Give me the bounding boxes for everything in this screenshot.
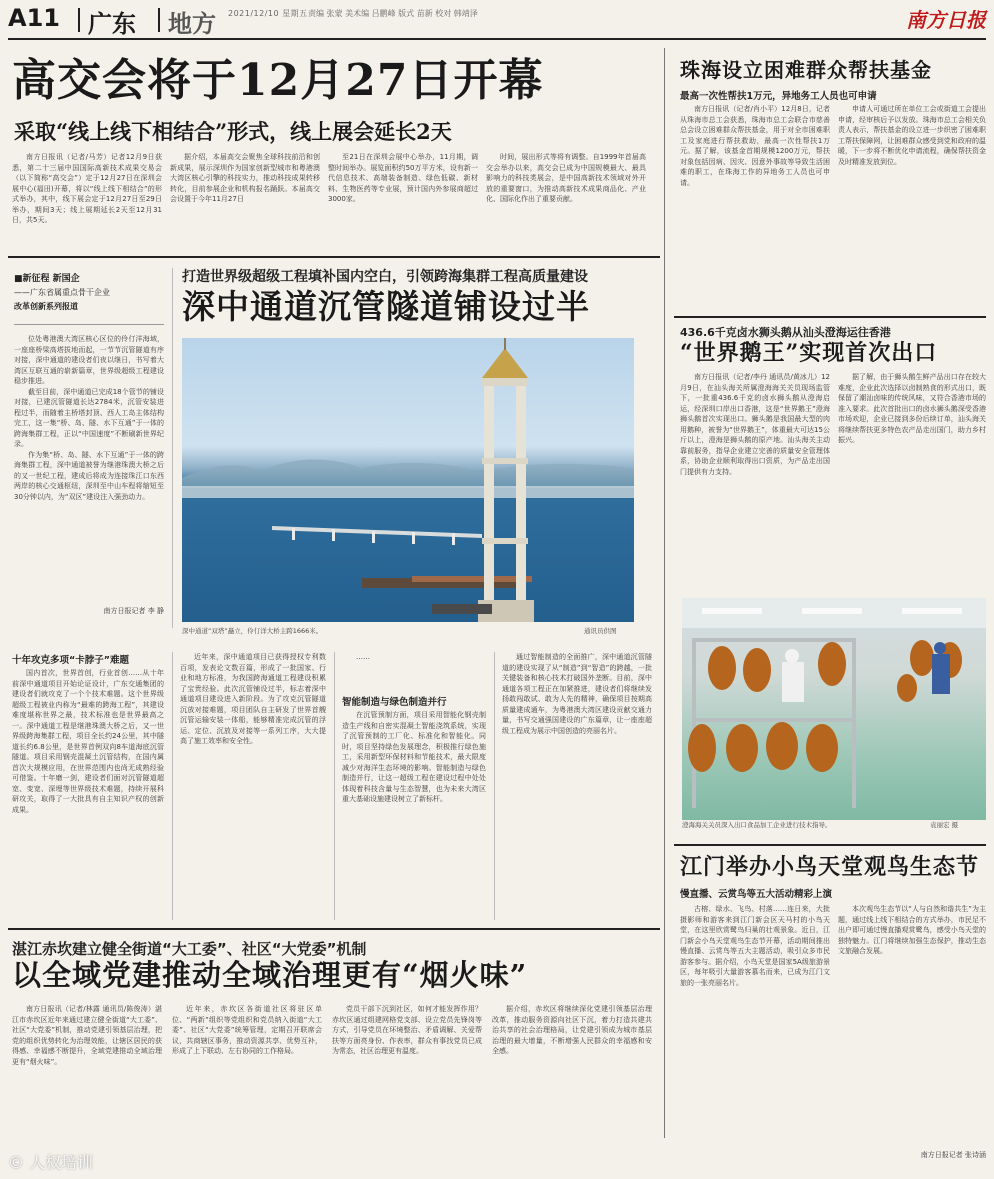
column-divider xyxy=(494,652,495,920)
zhuhai-column-2 xyxy=(838,104,986,312)
series-label: ■新征程 新国企 xyxy=(14,274,80,284)
tunnel-intro-paragraph: 作为集“桥、岛、隧、水下互通”于一体的跨海集群工程，深中通道被誉为继港珠澳大桥之后的又一世纪工程，建成后将成为连接珠江口东西两岸的核心交通枢纽，深圳至中山车程将缩短至30分钟以内，为“双区”建设注入强劲动力。 xyxy=(14,450,164,501)
bridge-photo-credit: 通讯员供图 xyxy=(584,627,617,635)
bird-subheadline: 慢直播、云赏鸟等五大活动精彩上演 xyxy=(680,889,833,900)
lead-column-3 xyxy=(328,152,478,252)
tunnel-intro-paragraph: 截至目前，深中通道已完成18个管节的铺设对接，已建沉管隧道长达2784米，沉管安装进程过半，而随着主桥塔封顶、西人工岛主体结构完工，这一集“桥、岛、隧、水下互通”于一体的跨海集群工程，正以“中国速度”不断刷新世界纪录。 xyxy=(14,387,164,448)
tunnel-headline: 深中通道沉管隧道铺设过半 xyxy=(182,287,590,326)
bird-column-2 xyxy=(838,904,986,1148)
section-rule xyxy=(674,316,986,318)
goose-photo-credit: 袁丽宏 摄 xyxy=(930,821,959,829)
party-column-1 xyxy=(12,1004,162,1156)
goose-headline: “世界鹅王”实现首次出口 xyxy=(680,340,938,366)
bird-byline: 南方日报记者 张诗涵 xyxy=(920,1151,986,1159)
goose-factory-photo xyxy=(682,598,986,820)
bird-paragraph: 古榕、绿水、飞鸟、村落……连日来，大批摄影师和游客来到江门新会区天马村的小鸟天堂，在这里欣赏鹭鸟归巢的壮观景象。近日，江门新会小鸟天堂观鸟生态节开幕，活动期间推出慢直播、云赏鸟等五大主题活动，吸引众多市民游客参与。据介绍，小鸟天堂是国家5A级旅游景区，每年吸引大量游客慕名而来，已成为江门文旅的一张亮丽名片。 xyxy=(680,905,830,987)
bird-paragraph: 本次观鸟生态节以“人与自然和谐共生”为主题，通过线上线下相结合的方式举办，市民足不出户即可通过慢直播观赏鹭鸟，感受小鸟天堂的独特魅力。江门将继续加强生态保护，推动生态文旅融合发展。 xyxy=(838,905,986,955)
bridge-photo xyxy=(182,338,634,622)
tunnel-intro-paragraph: 位处粤港澳大湾区核心区位的伶仃洋海域，一座座桥梁高塔拔地而起，一节节沉管隧道有序对接，深中通道的建设者们夜以继日，书写着大湾区互联互通的崭新篇章，世界级超级工程建设稳步推进。 xyxy=(14,335,164,385)
tunnel-section-heading-1: 十年攻克多项“卡脖子”难题 xyxy=(12,655,129,666)
masthead-logo: 南方日报 xyxy=(906,8,986,32)
watermark: © 人权培训 xyxy=(8,1153,94,1172)
lead-subheadline: 采取“线上线下相结合”形式，线上展会延长2天 xyxy=(14,119,452,144)
party-headline: 以全域党建推动全域治理更有“烟火味” xyxy=(12,958,528,992)
page-header xyxy=(8,4,986,36)
tunnel-paragraph-lead: …… xyxy=(356,653,370,661)
goose-photo-caption: 澄海海关关员深入出口食品加工企业进行技术指导。 xyxy=(682,821,832,829)
section-rule xyxy=(674,844,986,846)
zhuhai-paragraph: 南方日报讯（记者/肖小平）12月8日，记者从珠海市总工会获悉，珠海市总工会联合市慈善总会设立困难群众帮扶基金，用于对全市困难职工及家庭进行帮扶救助，最高一次性帮扶1万元。据了解，该基金首期规模1200万元，帮扶对象包括因病、因灾、因意外事故等导致生活困难的职工，在珠海工作的异地务工人员也可申请。 xyxy=(680,105,830,187)
lead-column-4 xyxy=(486,152,646,252)
staff-credits: 责编 张蒙 美术编 吕鹏峰 版式 苗新 校对 韩靖泽 xyxy=(308,9,478,18)
lead-column-2 xyxy=(170,152,320,252)
header-divider xyxy=(158,8,160,32)
tunnel-column-3 xyxy=(342,710,486,920)
goose-paragraph: 据了解，由于狮头鹅生鲜产品出口存在较大难度，企业此次选择以卤制熟食的形式出口，既保留了潮汕卤味的传统风味，又符合香港市场的准入要求。此次首批出口的卤水狮头鹅深受香港市场欢迎，企业已接到多份后续订单，汕头海关将继续帮扶更多特色农产品走出国门，助力乡村振兴。 xyxy=(838,373,986,444)
factory-illustration xyxy=(682,598,986,820)
tunnel-column-4 xyxy=(502,652,652,920)
weekday: 星期五 xyxy=(282,9,308,18)
lead-headline: 高交会将于12月27日开幕 xyxy=(12,55,544,106)
tunnel-section-heading-2: 智能制造与绿色制造并行 xyxy=(342,697,447,708)
party-column-3 xyxy=(332,1004,482,1156)
tunnel-column-1 xyxy=(12,668,164,920)
date: 2021/12/10 xyxy=(228,9,280,18)
party-column-4 xyxy=(492,1004,652,1156)
page-number: A11 xyxy=(8,4,60,32)
party-paragraph: 党员干部下沉到社区，如何才能发挥作用？赤坎区通过组建网格党支部、设立党员先锋岗等方式，引导党员在环境整治、矛盾调解、关爱帮扶等方面亮身份、作表率，群众有事找党员已成为常态，社区治理更有温度。 xyxy=(332,1005,482,1055)
series-rule xyxy=(14,324,164,325)
section-rule xyxy=(8,256,660,258)
series-line-2: 改革创新系列报道 xyxy=(14,302,78,311)
section-name: 广东 xyxy=(88,9,136,38)
party-column-2 xyxy=(172,1004,322,1156)
series-line-1: ——广东省属重点骨干企业 xyxy=(14,288,110,297)
party-paragraph: 据介绍，赤坎区将继续深化党建引领基层治理改革，推动服务资源向社区下沉，着力打造共建共治共享的社会治理格局，让党建引领成为城市基层治理的最大增量，不断增强人民群众的幸福感和安全感。 xyxy=(492,1005,652,1055)
zhuhai-subheadline: 最高一次性帮扶1万元，异地务工人员也可申请 xyxy=(680,91,877,102)
goose-column-2 xyxy=(838,372,986,592)
bridge-photo-caption: 深中通道“双塔”矗立，伶仃洋大桥主跨1666米。 xyxy=(182,627,323,635)
tunnel-intro xyxy=(14,334,164,606)
header-divider xyxy=(78,8,80,32)
party-paragraph: 南方日报讯（记者/林露 通讯员/陈俊涛）湛江市赤坎区近年来通过建立健全街道“大工委”、社区“大党委”机制，推动党建引领基层治理，把党的组织优势转化为治理效能，让辖区居民的获得感、幸福感不断提升，全域党建推动全域治理更有“烟火味”。 xyxy=(12,1005,162,1066)
bridge-illustration xyxy=(182,338,634,622)
lead-column-1 xyxy=(12,152,162,252)
party-paragraph: 近年来，赤坎区各街道社区将驻区单位、“两新”组织等党组织和党员纳入街道“大工委”、社区“大党委”统筹管理，定期召开联席会议，共商辖区事务，推动资源共享、优势互补，形成了上下联动、左右协同的工作格局。 xyxy=(172,1005,322,1055)
tunnel-column-3-top xyxy=(342,652,486,688)
zhuhai-paragraph: 申请人可通过所在单位工会或街道工会提出申请，经审核后予以发放。珠海市总工会相关负责人表示，帮扶基金的设立进一步织密了困难职工帮扶保障网，让困难群众感受到党和政府的温暖，下一步将不断优化申请流程，确保帮扶资金及时精准发放到位。 xyxy=(838,105,986,166)
column-divider xyxy=(334,652,335,920)
bird-column-1 xyxy=(680,904,830,1148)
zhuhai-headline: 珠海设立困难群众帮扶基金 xyxy=(680,58,932,82)
series-box xyxy=(14,272,164,314)
party-kicker: 湛江赤坎建立健全街道“大工委”、社区“大党委”机制 xyxy=(12,940,367,958)
subsection-name: 地方 xyxy=(168,9,216,38)
lead-paragraph: 时间，展出形式等将有调整。自1999年首届高交会举办以来，高交会已成为中国规模最大、最具影响力的科技类展会，是中国高新技术领域对外开放的重要窗口，为推动高新技术成果商品化、产业化、国际化作出了重要贡献。 xyxy=(486,153,646,203)
tunnel-paragraph: 近年来，深中通道项目已获得授权专利数百项，发表论文数百篇，形成了一批国家、行业和地方标准，为我国跨海通道工程建设积累了宝贵经验。此次沉管铺设过半，标志着深中通道项目建设进入新阶段。为了攻克沉管隧道沉放对接难题，项目团队自主研发了世界首艘沉管运输安装一体船，能够精准完成沉管的浮运、定位、沉放及对接等一系列工序，大大提高了施工效率和安全性。 xyxy=(180,653,326,745)
tunnel-column-2 xyxy=(180,652,326,920)
tunnel-paragraph: 通过智能制造的全面推广，深中通道沉管隧道的建设实现了从“制造”到“智造”的跨越，一批关键装备和核心技术打破国外垄断。目前，深中通道各项工程正在加紧推进，建设者们将继续发扬敢闯敢试、敢为人先的精神，确保项目按期高质量建成通车，为粤港澳大湾区建设贡献交通力量，书写交通强国建设的广东篇章，让一座座超级工程成为展示中国创造的亮丽名片。 xyxy=(502,653,652,735)
goose-kicker: 436.6千克卤水狮头鹅从汕头澄海运往香港 xyxy=(680,326,891,339)
column-divider xyxy=(172,268,173,628)
tunnel-paragraph: 在沉管预制方面，项目采用智能化钢壳制造生产线和自密实混凝土智能浇筑系统，实现了沉管预制的工厂化、标准化和智能化。同时，项目坚持绿色发展理念，积极推行绿色施工，采用新型环保材料和节能技术，最大限度减少对海洋生态环境的影响。智能制造与绿色制造并行，让这一超级工程在建设过程中处处体现着科技含量与生态智慧，也为未来大湾区重大基础设施建设树立了新标杆。 xyxy=(342,711,486,803)
bird-headline: 江门举办小鸟天堂观鸟生态节 xyxy=(680,854,980,880)
tunnel-paragraph: 国内首次，世界首创，行业首创……从十年前深中通道项目开始论证设计，广东交通集团的建设者们就攻克了一个个技术难题。这个世界级超级工程被业内称为“最难的跨海工程”，其建设难度堪称世界之最，技术标准也是世界最高之一。深中通道工程是继港珠澳大桥之后，又一世界级跨海集群工程，项目全长约24公里，其中隧道长约6.8公里，是世界首例双向8车道海底沉管隧道。项目采用钢壳混凝土沉管结构，在国内属首次大规模应用，在世界范围内也尚无成熟经验可借鉴。十年磨一剑，建设者们面对沉管隧道超宽、变宽、深埋等世界级技术难题，持续开展科研攻关，取得了一大批具有自主知识产权的创新成果。 xyxy=(12,669,164,814)
lead-paragraph: 据介绍，本届高交会聚焦全球科技前沿和创新成果，展示深圳作为国家创新型城市和粤港澳大湾区核心引擎的科技实力，推动科技成果转移转化，目前参展企业和机构报名踊跃。本届高交会设置于今年11月27日 xyxy=(170,153,320,203)
tunnel-kicker: 打造世界级超级工程填补国内空白，引领跨海集群工程高质量建设 xyxy=(182,269,588,285)
section-rule xyxy=(8,928,660,930)
main-column-divider xyxy=(664,48,665,1138)
lead-paragraph: 至21日在深圳会展中心举办，11月期，调整时间举办。展览面积约50万平方米，设有新一代信息技术、高端装备制造、绿色低碳、新材料、生物医药等专业展，预计国内外参展商超过3000家。 xyxy=(328,153,478,203)
tunnel-byline: 南方日报记者 李 静 xyxy=(103,607,164,615)
goose-column-1 xyxy=(680,372,830,592)
zhuhai-column-1 xyxy=(680,104,830,312)
lead-paragraph: 南方日报讯（记者/马芳）记者12月9日获悉，第二十三届中国国际高新技术成果交易会（以下简称“高交会”）定于12月27日在深圳会展中心(福田)开幕，将以“线上线下相结合”的形式举办，其中，线下展会定于12月27日至29日举办，期间3天；线上展期延长2天至12月31日，共5天。 xyxy=(12,153,162,224)
edition-date xyxy=(228,8,308,19)
header-rule xyxy=(8,38,986,40)
goose-paragraph: 南方日报讯（记者/李丹 通讯员/黄冰儿）12月9日，在汕头海关所属澄海海关关员现场监管下，一批重436.6千克的卤水狮头鹅从澄海启运，经深圳口岸出口香港，这是“世界鹅王”澄海狮头鹅首次实现出口。狮头鹅是我国最大型的肉用鹅种，被誉为“世界鹅王”，体重最大可达15公斤以上，澄海是狮头鹅的原产地。汕头海关主动靠前服务，指导企业建立完善的质量安全管理体系，协助企业顺利取得出口资质，为产品走出国门提供有力支持。 xyxy=(680,373,830,476)
column-divider xyxy=(172,652,173,920)
